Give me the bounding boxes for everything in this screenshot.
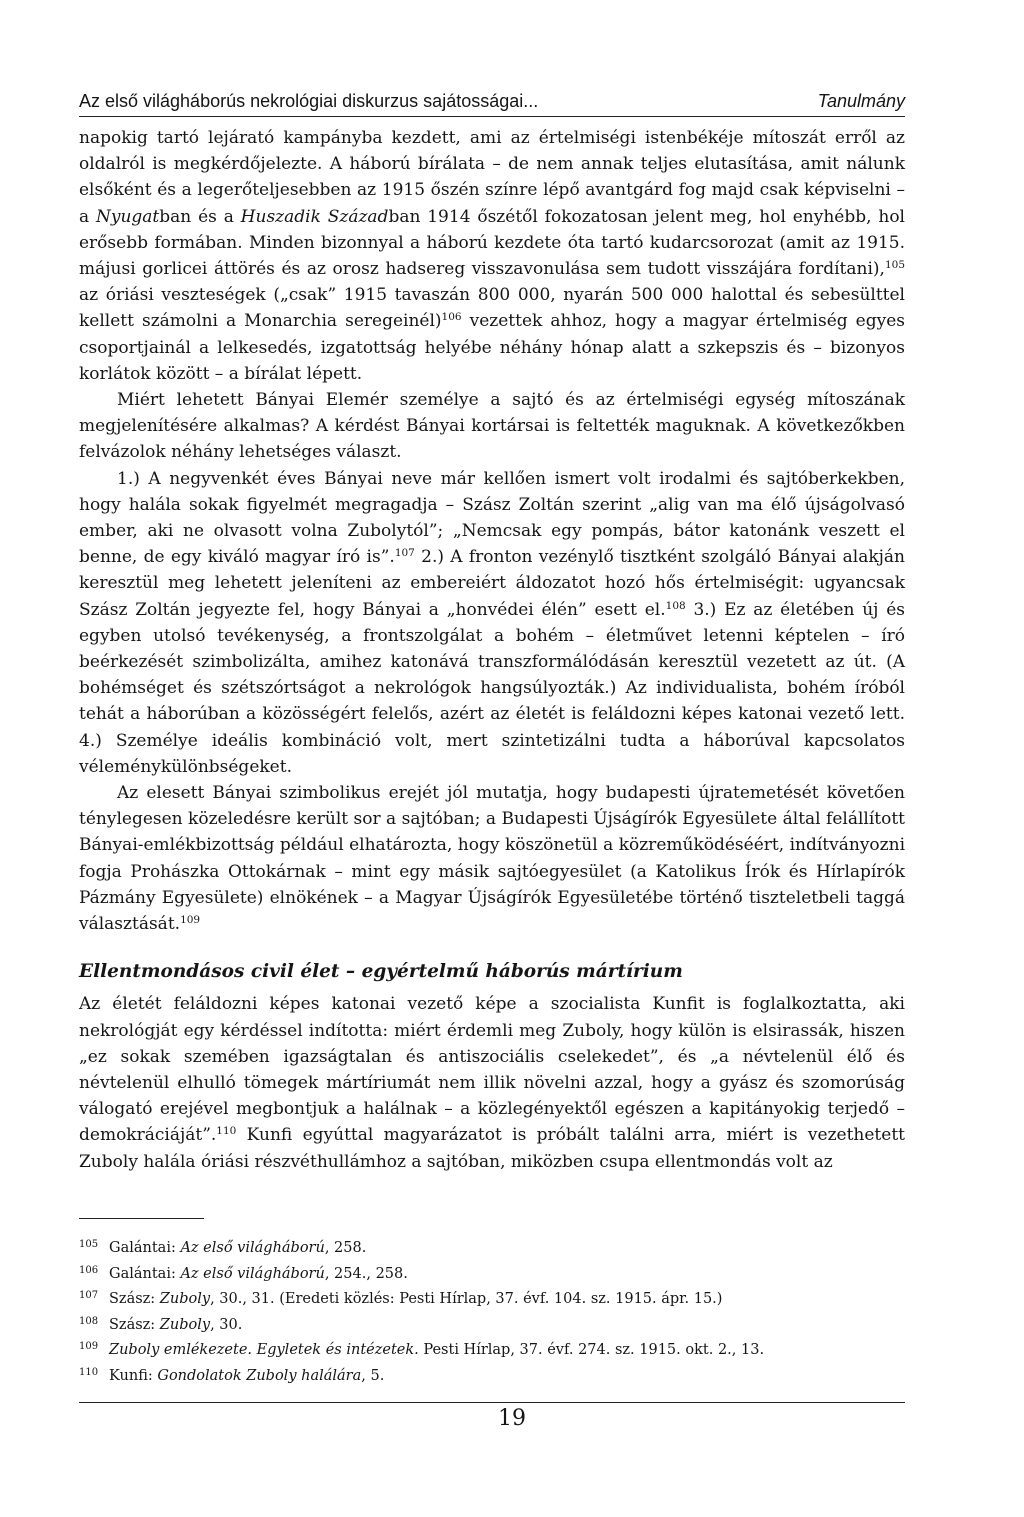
section-heading: Ellentmondásos civil élet – egyértelmű háborús mártírium	[79, 961, 683, 983]
footnote-ref-110: 110	[216, 1125, 237, 1138]
running-head-title: Az első világháborús nekrológiai diskurzus sajátosságai...	[79, 91, 539, 111]
paragraph-5: Az életét feláldozni képes katonai vezető képe a szocialista Kunfit is foglalkoztatta, aki nekrológját egy kérdéssel indította: miért érdemli meg Zuboly, hogy külön is elsirassák, hiszen „ez sokak szemében igazságtalan és antiszociális cselekedet”, és „a névtelenül élő és névtelenül elhulló tömegek mártíriumát nem illik növelni azzal, hogy a gyász és szomorúság válogató erejével megbontjuk a halálnak – a közlegényektől egészen a kapitányokig terjedő – demokráciáját”.$^{110}$ Kunfi egyúttal magyarázatot is próbált találni arra, miért is vezethetett Zuboly halála óriási részvéthullámhoz a sajtóban, miközben csupa ellentmondás volt az	[79, 994, 905, 1172]
footnote-ref-109: 109	[180, 914, 201, 927]
footnote: 108 Szász: Zuboly, 30.	[79, 1315, 243, 1333]
footnote-ref-105: 105	[884, 259, 905, 272]
footnote-rule	[79, 1218, 204, 1219]
footnote-ref-106: 106	[441, 311, 462, 324]
footnote: 105 Galántai: Az első világháború, 258.	[79, 1239, 367, 1256]
paragraph-2: Miért lehetett Bányai Elemér személye a sajtó és az értelmiségi egység mítoszának megjelenítésére alkalmas? A kérdést Bányai kortársai is feltették maguknak. A következőkben felvázolok néhány lehetséges választ.	[79, 390, 905, 463]
paragraph-3: 1.) A negyvenkét éves Bányai neve már kellően ismert volt irodalmi és sajtóberkekben, hogy halála sokak figyelmét megragadja – Szász Zoltán szerint „alig van ma élő újságolvasó ember, aki ne olvasott volna Zubolytól”; „Nemcsak egy pompás, bátor katonánk veszett el benne, de egy kiváló magyar író is”.$^{107}$ 2.) A fronton vezénylő tisztként szolgáló Bányai alakján keresztül meg lehetett jeleníteni az embereiért áldozatot hozó hős értelmiségit: ugyancsak Szász Zoltán jegyezte fel, hogy Bányai a „honvédei élén” esett el.$^{108}$ 3.) Ez az életében új és egyben utolsó tevékenység, a frontszolgálat a bohém – életművet letenni képtelen – író beérkezését szimbolizálta, amihez katonává transzformálódásán keresztül vezetett az út. (A bohémséget és szétszórtságot a nekrológok hangsúlyozták.) Az individualista, bohém íróból tehát a háborúban a közösségért felelős, azért az életét is feláldozni képes katonai vezető lett. 4.) Személye ideális kombináció volt, mert szintetizálni tudta a háborúval kapcsolatos véleménykülönbségeket.	[79, 468, 905, 777]
footnotes	[79, 1236, 905, 1390]
footer-rule	[79, 1402, 905, 1403]
footnote: 109 Zuboly emlékezete. Egyletek és intézetek. Pesti Hírlap, 37. évf. 274. sz. 1915. okt. 2., 13.	[79, 1341, 765, 1359]
paragraph-1: napokig tartó lejárató kampányba kezdett, ami az értelmiségi istenbékéje mítoszát erről az oldalról is megkérdőjelezte. A háború bírálata – de nem annak teljes elutasítása, amit nálunk elsőként és a legerőteljesebben az 1915 őszén színre lépő avantgárd fog majd csak képviselni – a Nyugatban és a Huszadik Században 1914 őszétől fokozatosan jelent meg, hol enyhébb, hol erősebb formában. Minden bizonnyal a háború kezdete óta tartó kudarcsorozat (amit az 1915. májusi gorlicei áttörés és az orosz hadsereg visszavonulása sem tudott visszájára fordítani),$^{105}$ az óriási veszteségek („csak” 1915 tavaszán 800 000, nyarán 500 000 halottal és sebesülttel kellett számolni a Monarchia seregeinél)$^{106}$ vezettek ahhoz, hogy a magyar értelmiség egyes csoportjainál a lelkesedés, izgatottság helyébe néhány hónap alatt a szkepszis és – bizonyos korlátok között – a bírálat lépett.	[79, 128, 905, 384]
running-head-section: Tanulmány	[817, 91, 905, 111]
footnote: 107 Szász: Zuboly, 30., 31. (Eredeti közlés: Pesti Hírlap, 37. évf. 104. sz. 1915. ápr. 15.)	[79, 1290, 723, 1308]
paragraph-4: Az elesett Bányai szimbolikus erejét jól mutatja, hogy budapesti újratemetését követően ténylegesen közeledésre került sor a sajtóban; a Budapesti Újságírók Egyesülete által felállított Bányai-emlékbizottság például elhatározta, hogy köszönetül a közreműködéséért, indítványozni fogja Prohászka Ottokárnak – mint egy másik sajtóegyesület (a Katolikus Írók és Hírlapírók Pázmány Egyesülete) elnökének – a Magyar Újságírók Egyesületébe történő tiszteletbeli taggá választását.$^{109}$	[79, 783, 905, 935]
footnote: 110 Kunfi: Gondolatok Zuboly halálára, 5.	[79, 1366, 385, 1384]
header-rule	[79, 116, 905, 117]
footnote: 106 Galántai: Az első világháború, 254., 258.	[79, 1264, 408, 1282]
page-number: 19	[498, 1406, 526, 1431]
body-text	[79, 125, 905, 1175]
footnote-ref-107: 107	[394, 547, 415, 560]
footnote-ref-108: 108	[665, 599, 686, 612]
